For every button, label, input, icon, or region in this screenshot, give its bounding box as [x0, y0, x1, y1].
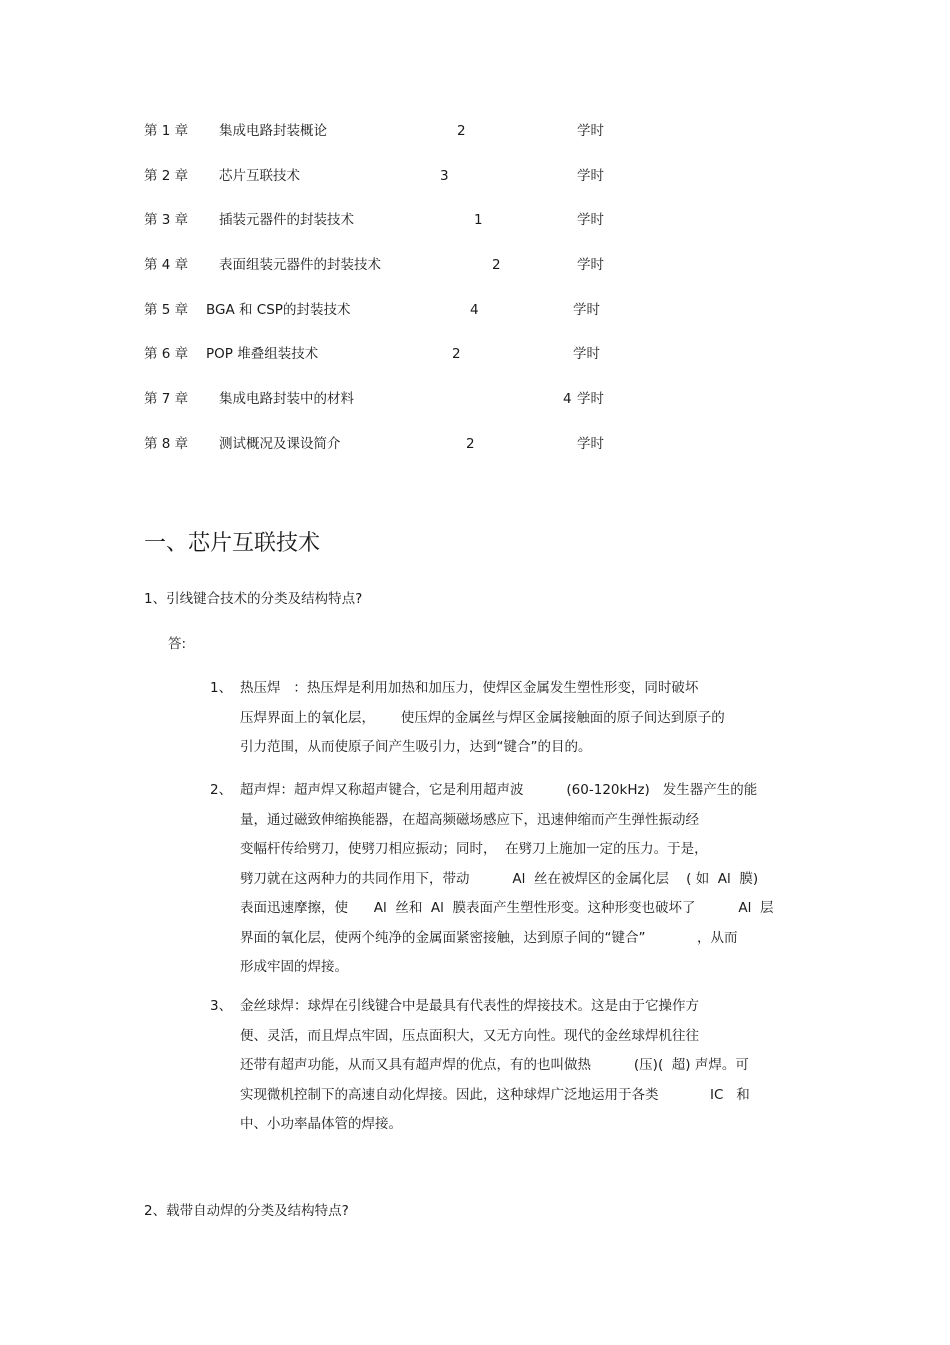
chapter-number: 第 8 章 [144, 435, 189, 452]
paragraph-line: 量，通过磁致伸缩换能器，在超高频磁场感应下，迅速伸缩而产生弹性振动经 [240, 811, 699, 828]
chapter-title: 表面组装元器件的封装技术 [219, 257, 381, 274]
chapter-number: 第 5 章 [144, 301, 189, 318]
toc-row [144, 433, 624, 455]
paragraph-line: 实现微机控制下的高速自动化焊接。因此，这种球焊广泛地运用于各类 IC 和 [240, 1086, 750, 1103]
chapter-hours: 1 [474, 212, 483, 229]
section-heading: 一、芯片互联技术 [144, 531, 321, 556]
question-2: 2、载带自动焊的分类及结构特点? [144, 1203, 349, 1219]
paragraph-line: 形成牢固的焊接。 [240, 959, 348, 975]
item-paragraph [240, 992, 810, 1140]
toc-row [144, 299, 624, 321]
chapter-hours: 2 [492, 257, 501, 274]
chapter-hours-unit: 学时 [577, 123, 604, 139]
paragraph-line: 热压焊 ：热压焊是利用加热和加压力，使焊区金属发生塑性形变，同时破坏 [240, 680, 699, 696]
paragraph-line: 表面迅速摩擦，使 Al 丝和 Al 膜表面产生塑性形变。这种形变也破坏了 Al 层 [240, 900, 774, 916]
toc-row [144, 388, 624, 410]
chapter-number: 第 6 章 [144, 346, 189, 363]
toc-row [144, 209, 624, 231]
paragraph-line: 还带有超声功能，从而又具有超声焊的优点，有的也叫做热 (压)( 超) 声焊。可 [240, 1057, 749, 1073]
paragraph-line: 引力范围，从而使原子间产生吸引力，达到“键合”的目的。 [240, 739, 592, 755]
paragraph-line: 变幅杆传给劈刀，使劈刀相应振动；同时， 在劈刀上施加一定的压力。于是， [240, 841, 708, 857]
toc-row [144, 254, 624, 276]
toc-row [144, 120, 624, 142]
chapter-number: 第 7 章 [144, 391, 189, 408]
chapter-number: 第 2 章 [144, 167, 189, 184]
chapter-number: 第 1 章 [144, 123, 189, 139]
chapter-title: 集成电路封装概论 [219, 123, 327, 139]
paragraph-line: 压焊界面上的氧化层， 使压焊的金属丝与焊区金属接触面的原子间达到原子的 [240, 709, 725, 726]
toc-row [144, 343, 624, 365]
paragraph-line: 金丝球焊：球焊在引线键合中是最具有代表性的焊接技术。这是由于它操作方 [240, 998, 699, 1014]
paragraph-line: 便、灵活，而且焊点牢固，压点面积大，又无方向性。现代的金丝球焊机往往 [240, 1027, 699, 1044]
chapter-hours: 2 [466, 435, 475, 452]
chapter-title: 集成电路封装中的材料 [219, 391, 354, 408]
chapter-number: 第 4 章 [144, 257, 189, 274]
item-paragraph [240, 674, 810, 763]
chapter-title: 芯片互联技术 [219, 167, 300, 184]
chapter-hours: 2 [457, 123, 466, 139]
item-number: 1、 [210, 680, 233, 696]
chapter-hours-unit: 学时 [577, 435, 604, 452]
chapter-title: 测试概况及课设简介 [219, 435, 341, 452]
chapter-hours-unit: 学时 [577, 257, 604, 274]
paragraph-line: 中、小功率晶体管的焊接。 [240, 1116, 402, 1132]
toc-row [144, 165, 624, 187]
chapter-number: 第 3 章 [144, 212, 189, 229]
chapter-title: POP 堆叠组装技术 [206, 346, 319, 363]
chapter-schedule [144, 120, 624, 478]
item-number: 3、 [210, 998, 233, 1014]
chapter-hours-unit: 学时 [573, 301, 600, 318]
chapter-hours: 2 [452, 346, 461, 363]
chapter-hours: 4 [470, 301, 479, 318]
chapter-hours: 4 [563, 391, 572, 408]
chapter-hours: 3 [440, 167, 449, 184]
answer-label: 答: [168, 636, 187, 652]
chapter-title: 插装元器件的封装技术 [219, 212, 354, 229]
question-1: 1、引线键合技术的分类及结构特点? [144, 591, 363, 607]
paragraph-line: 界面的氧化层，使两个纯净的金属面紧密接触，达到原子间的“键合” ，从而 [240, 929, 738, 946]
chapter-hours-unit: 学时 [577, 391, 604, 408]
chapter-hours-unit: 学时 [577, 212, 604, 229]
item-paragraph [240, 776, 810, 983]
paragraph-line: 超声焊：超声焊又称超声键合，它是利用超声波 (60-120kHz) 发生器产生的能 [240, 782, 758, 798]
item-number: 2、 [210, 782, 233, 798]
chapter-hours-unit: 学时 [573, 346, 600, 363]
paragraph-line: 劈刀就在这两种力的共同作用下，带动 Al 丝在被焊区的金属化层 ( 如 Al 膜) [240, 870, 759, 887]
chapter-hours-unit: 学时 [577, 167, 604, 184]
chapter-title: BGA 和 CSP的封装技术 [206, 301, 351, 318]
